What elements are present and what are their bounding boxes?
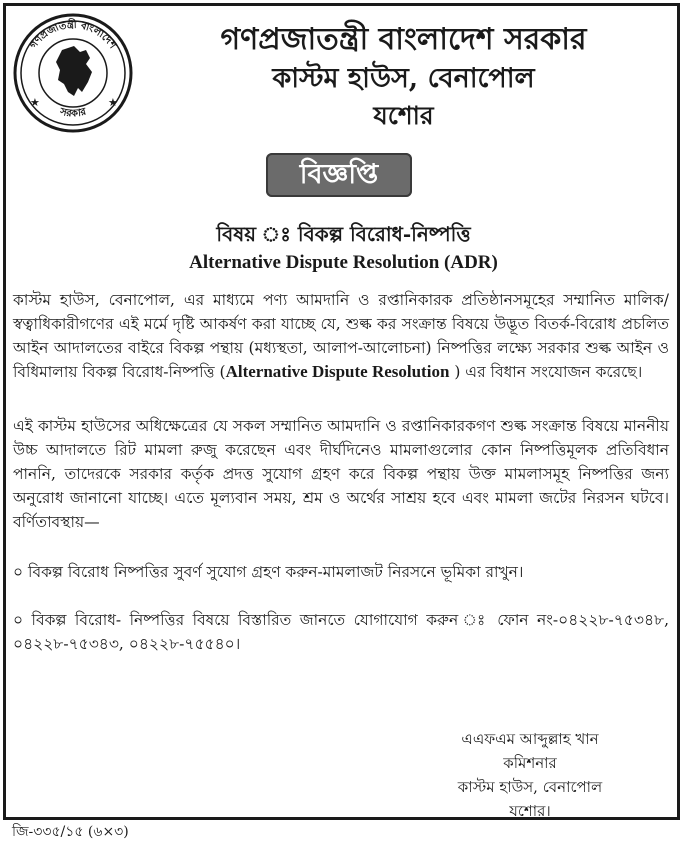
bullet-item-1: ০ বিকল্প বিরোধ নিষ্পত্তির সুবর্ণ সুযোগ গ্রহণ করুন-মামলাজট নিরসনে ভূমিকা রাখুন। (13, 563, 524, 581)
paragraph-2: এই কাস্টম হাউসের অধিক্ষেত্রের যে সকল সম্মানিত আমদানি ও রপ্তানিকারকগণ শুল্ক সংক্রান্ত বিষয়ে মাননীয় উচ্চ আদালতে রিট মামলা রুজু করেছেন এবং দীর্ঘদিনেও মামলাগুলোর কোন নিষ্পত্তিমূলক প্রতিবিধান পাননি, তাদেরকে সরকার কর্তৃক প্রদত্ত সুযোগ গ্রহণ করে বিকল্প পন্থায় উক্ত মামলাসমূহ নিষ্পত্তির জন্য অনুরোধ জানানো যাচ্ছে। এতে মূল্যবান সময়, শ্রম ও অর্থের সাশ্রয় হবে এবং মামলা জটের নিরসন ঘটবে। বর্ণিতাবস্থায়— (13, 417, 669, 531)
government-seal-icon (12, 12, 134, 134)
office-city: যশোর (373, 101, 434, 130)
signatory-designation: কমিশনার (503, 754, 557, 772)
seal-bottom-text: সরকার (58, 106, 88, 120)
signatory-city: যশোর। (509, 802, 551, 820)
signatory-office: কাস্টম হাউস, বেনাপোল (457, 778, 603, 796)
signature-block (400, 727, 660, 823)
office-header (140, 20, 667, 134)
subject-english: Alternative Dispute Resolution (ADR) (189, 252, 498, 273)
signatory-name: এএফএম আব্দুল্লাহ খান (461, 730, 599, 748)
paragraph-1-text: কাস্টম হাউস, বেনাপোল, এর মাধ্যমে পণ্য আমদানি ও রপ্তানিকারক প্রতিষ্ঠানসমূহের সম্মানিত মালিক/স্বত্বাধিকারীগণের এই মর্মে দৃষ্টি আকর্ষণ করা যাচ্ছে যে, শুল্ক কর সংক্রান্ত বিষয়ে উদ্ভূত বিতর্ক-বিরোধ প্রচলিত আইন আদালতের বাইরে বিকল্প পন্থায় (মধ্যস্থতা, আলাপ-আলোচনা) নিষ্পত্তির লক্ষ্যে সরকার শুল্ক আইন ও বিধিমালায় বিকল্প বিরোধ-নিষ্পত্তি ( (13, 291, 669, 381)
notice-title: বিজ্ঞপ্তি (266, 153, 412, 197)
paragraph-1 (13, 288, 669, 384)
office-name: কাস্টম হাউস, বেনাপোল (272, 63, 535, 94)
seal-top-text: গণপ্রজাতন্ত্রী বাংলাদেশ (28, 19, 118, 51)
reference-number: জি-৩৩৫/১৫ (৬×৩) (12, 824, 129, 840)
svg-text:★: ★ (108, 96, 118, 109)
paragraph-1-english-term: Alternative Dispute Resolution (225, 362, 450, 381)
subject-bangla: বিষয় ঃ বিকল্প বিরোধ-নিষ্পত্তি (216, 222, 471, 246)
government-title: গণপ্রজাতন্ত্রী বাংলাদেশ সরকার (220, 22, 587, 57)
paragraph-1-text-end: ) এর বিধান সংযোজন করেছে। (449, 363, 643, 381)
svg-text:★: ★ (30, 96, 40, 109)
bullet-item-2: ০ বিকল্প বিরোধ- নিষ্পত্তির বিষয়ে বিস্তারিত জানতে যোগাযোগ করুন ঃ ফোন নং-০৪২২৮-৭৫৩৪৮, ০৪২২৮-৭৫৩৪৩, ০৪২২৮-৭৫৫৪০। (13, 611, 669, 653)
